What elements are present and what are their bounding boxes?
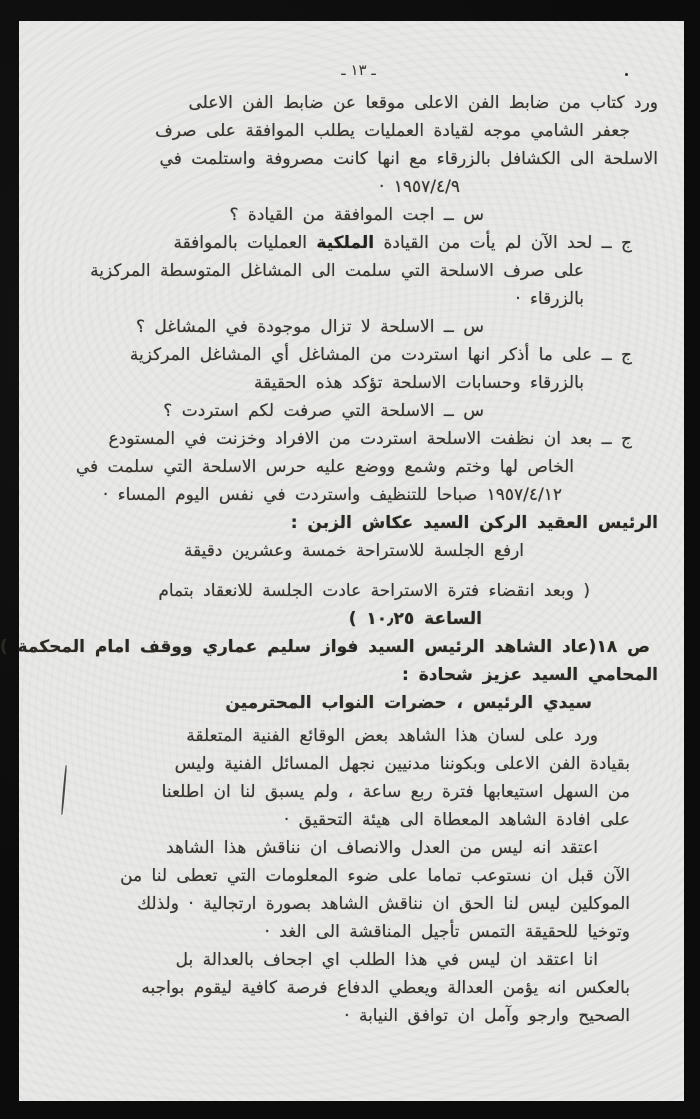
document-lines xyxy=(0,89,658,1030)
text-line: الاسلحة الى الكشافل بالزرقاء مع انها كانت مصروفة واستلمت في xyxy=(159,149,658,169)
text-line: ج ــ على ما أذكر انها استردت من المشاغل أي المشاغل المركزية xyxy=(129,345,632,365)
text-line: الموكلين ليس لنا الحق ان نناقش الشاهد بصورة ارتجالية · ولذلك xyxy=(137,894,630,914)
text-line: الصحيح وارجو وآمل ان توافق النيابة · xyxy=(344,1006,630,1026)
text-line: انا اعتقد ان ليس في هذا الطلب اي اجحاف بالعدالة بل xyxy=(175,950,598,970)
text-line: س ــ اجت الموافقة من القيادة ؟ xyxy=(229,205,484,225)
text-line: ارفع الجلسة للاستراحة خمسة وعشرين دقيقة xyxy=(183,541,524,561)
text-line: ورد على لسان هذا الشاهد بعض الوقائع الفنية المتعلقة xyxy=(186,726,598,746)
text-line: الخاص لها وختم وشمع ووضع عليه حرس الاسلحة التي سلمت في xyxy=(75,457,574,477)
text-line: على افادة الشاهد المعطاة الى هيئة التحقيق · xyxy=(283,810,630,830)
text-line: اعتقد انه ليس من العدل والانصاف ان نناقش هذا الشاهد xyxy=(166,838,598,858)
speaker-heading: المحامي السيد عزيز شحادة : xyxy=(402,665,658,685)
text-line: س ــ الاسلحة التي صرفت لكم استردت ؟ xyxy=(163,401,484,421)
text-line: بالزرقاء · xyxy=(515,289,584,309)
text-line: بالعكس انه يؤمن العدالة ويعطي الدفاع فرصة كافية ليقوم بواجبه xyxy=(141,978,630,998)
text-line: الآن قبل ان نستوعب تماما على ضوء المعلومات التي تعطى لنا من xyxy=(120,866,630,886)
text-line: من السهل استيعابها فترة ربع ساعة ، ولم يسبق لنا ان اطلعنا xyxy=(161,782,630,802)
text-line: ج ــ لحد الآن لم يأت من القيادة الملكية العمليات بالموافقة xyxy=(173,233,632,253)
text-line: ( وبعد انقضاء فترة الاستراحة عادت الجلسة للانعقاد بتمام xyxy=(158,581,590,601)
text-line: ١٩٥٧/٤/٩ · xyxy=(378,177,460,197)
scan-speck xyxy=(625,73,628,76)
paper xyxy=(0,21,684,1101)
text-line: ورد كتاب من ضابط الفن الاعلى موقعا عن ضابط الفن الاعلى xyxy=(188,93,658,113)
text-line: الساعة ١٠٫٢٥ ) xyxy=(348,609,482,629)
speaker-heading: الرئيس العقيد الركن السيد عكاش الزبن : xyxy=(290,513,658,533)
stage-direction: (عاد الشاهد الرئيس السيد فواز سليم عماري ووقف امام المحكمة ) xyxy=(0,637,597,657)
text-line: سيدي الرئيس ، حضرات النواب المحترمين xyxy=(225,693,592,713)
page-number: ـ ١٣ ـ xyxy=(341,61,376,79)
pageref-row xyxy=(0,633,650,661)
text-line: جعفر الشامي موجه لقيادة العمليات يطلب الموافقة على صرف xyxy=(155,121,630,141)
text-line: بقيادة الفن الاعلى وبكوننا مدنيين نجهل المسائل الفنية وليس xyxy=(174,754,630,774)
text-line: س ــ الاسلحة لا تزال موجودة في المشاغل ؟ xyxy=(135,317,484,337)
page-ref-label: ص ١٨ xyxy=(596,637,650,657)
text-line: وتوخيا للحقيقة التمس تأجيل المناقشة الى الغد · xyxy=(264,922,630,942)
text-line: بالزرقاء وحسابات الاسلحة تؤكد هذه الحقيقة xyxy=(253,373,584,393)
text-line: ج ــ بعد ان نظفت الاسلحة استردت من الافراد وخزنت في المستودع xyxy=(108,429,632,449)
text-line: ١٩٥٧/٤/١٢ صباحا للتنظيف واستردت في نفس اليوم المساء · xyxy=(102,485,562,505)
text-line: على صرف الاسلحة التي سلمت الى المشاغل المتوسطة المركزية xyxy=(90,261,584,281)
